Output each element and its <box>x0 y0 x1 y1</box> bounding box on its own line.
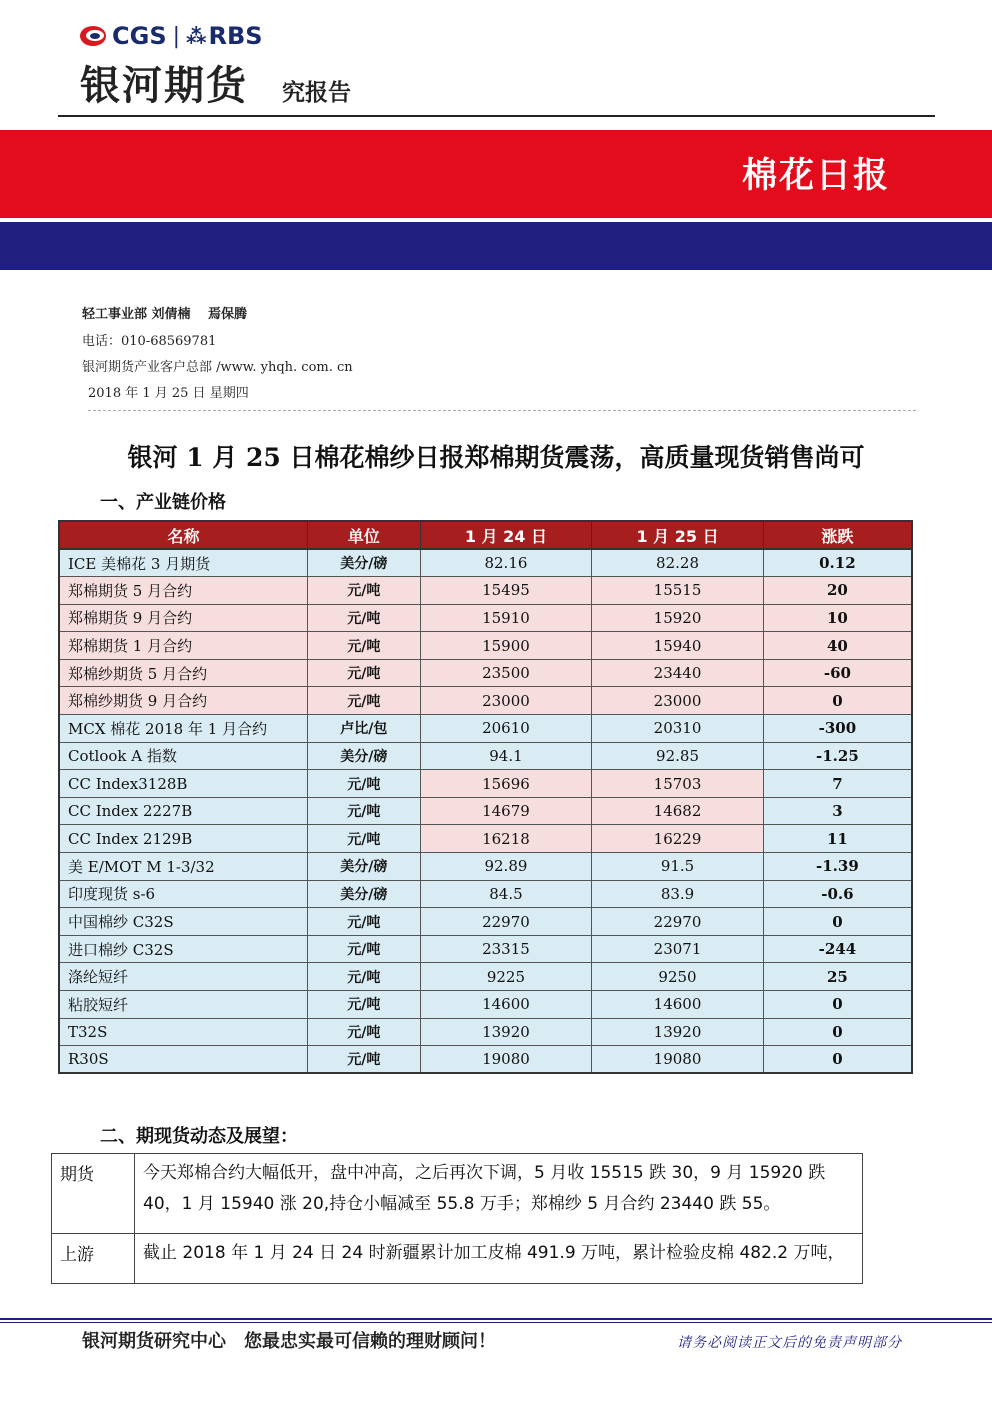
unit-cell: 元/吨 <box>307 659 420 687</box>
change-cell: 0 <box>763 991 912 1019</box>
price-jan24-cell: 84.5 <box>420 880 592 908</box>
dynamics-text: 截止 2018 年 1 月 24 日 24 时新疆累计加工皮棉 491.9 万吨，累计检验皮棉 482.2 万吨， <box>135 1234 863 1284</box>
table-row <box>59 853 912 881</box>
column-header: 名称 <box>59 521 307 549</box>
price-jan25-cell: 16229 <box>592 825 764 853</box>
price-jan24-cell: 16218 <box>420 825 592 853</box>
change-cell: 0.12 <box>763 549 912 577</box>
logo-separator: | <box>172 23 181 49</box>
price-jan24-cell: 13920 <box>420 1018 592 1046</box>
table-row <box>52 1234 863 1284</box>
change-cell: 40 <box>763 632 912 660</box>
price-jan25-cell: 82.28 <box>592 549 764 577</box>
unit-cell: 美分/磅 <box>307 880 420 908</box>
change-cell: 0 <box>763 1018 912 1046</box>
change-cell: 0 <box>763 687 912 715</box>
table-row <box>59 797 912 825</box>
price-jan24-cell: 23000 <box>420 687 592 715</box>
table-row <box>59 880 912 908</box>
commodity-name-cell: ICE 美棉花 3 月期货 <box>59 549 307 577</box>
price-jan24-cell: 94.1 <box>420 742 592 770</box>
unit-cell: 美分/磅 <box>307 742 420 770</box>
unit-cell: 美分/磅 <box>307 853 420 881</box>
table-header-row <box>59 521 912 549</box>
table-row <box>59 908 912 936</box>
commodity-name-cell: 郑棉期货 9 月合约 <box>59 604 307 632</box>
change-cell: 25 <box>763 963 912 991</box>
price-jan24-cell: 14679 <box>420 797 592 825</box>
change-cell: 7 <box>763 770 912 798</box>
commodity-name-cell: MCX 棉花 2018 年 1 月合约 <box>59 715 307 743</box>
commodity-name-cell: T32S <box>59 1018 307 1046</box>
commodity-name-cell: 美 E/MOT M 1-3/32 <box>59 853 307 881</box>
price-jan25-cell: 23071 <box>592 935 764 963</box>
banner-blue-strip <box>0 222 992 270</box>
change-cell: 0 <box>763 1046 912 1074</box>
unit-cell: 元/吨 <box>307 935 420 963</box>
price-table <box>58 520 913 1074</box>
column-header: 涨跌 <box>763 521 912 549</box>
change-cell: -1.39 <box>763 853 912 881</box>
table-row <box>59 825 912 853</box>
unit-cell: 元/吨 <box>307 797 420 825</box>
commodity-name-cell: 涤纶短纤 <box>59 963 307 991</box>
commodity-name-cell: 中国棉纱 C32S <box>59 908 307 936</box>
price-jan25-cell: 92.85 <box>592 742 764 770</box>
commodity-name-cell: 印度现货 s-6 <box>59 880 307 908</box>
price-jan24-cell: 15900 <box>420 632 592 660</box>
change-cell: -244 <box>763 935 912 963</box>
footer-slogan: 银河期货研究中心 您最忠实最可信赖的理财顾问！ <box>82 1331 496 1352</box>
brand-subtitle: 究报告 <box>282 80 351 106</box>
date-line: 2018 年 1 月 25 日 星期四 <box>88 386 249 401</box>
change-cell: 11 <box>763 825 912 853</box>
commodity-name-cell: Cotlook A 指数 <box>59 742 307 770</box>
column-header: 单位 <box>307 521 420 549</box>
unit-cell: 卢比/包 <box>307 715 420 743</box>
dynamics-key: 上游 <box>52 1234 135 1284</box>
commodity-name-cell: CC Index 2129B <box>59 825 307 853</box>
table-row <box>59 1018 912 1046</box>
table-row <box>52 1154 863 1234</box>
commodity-name-cell: 郑棉纱期货 9 月合约 <box>59 687 307 715</box>
commodity-name-cell: 郑棉期货 1 月合约 <box>59 632 307 660</box>
price-jan24-cell: 9225 <box>420 963 592 991</box>
unit-cell: 元/吨 <box>307 1018 420 1046</box>
rbs-logo-icon: ⁂ <box>186 24 207 48</box>
logo-cgs-text: CGS <box>112 22 167 50</box>
table-row <box>59 549 912 577</box>
dynamics-key: 期货 <box>52 1154 135 1234</box>
table-row <box>59 770 912 798</box>
unit-cell: 元/吨 <box>307 604 420 632</box>
unit-cell: 美分/磅 <box>307 549 420 577</box>
author-line: 轻工事业部 刘倩楠 焉保腾 <box>82 307 248 322</box>
unit-cell: 元/吨 <box>307 770 420 798</box>
header-divider <box>58 115 935 117</box>
report-type-title: 棉花日报 <box>741 156 890 196</box>
table-row <box>59 632 912 660</box>
commodity-name-cell: 粘胶短纤 <box>59 991 307 1019</box>
unit-cell: 元/吨 <box>307 632 420 660</box>
table-row <box>59 715 912 743</box>
price-jan24-cell: 19080 <box>420 1046 592 1074</box>
commodity-name-cell: CC Index3128B <box>59 770 307 798</box>
price-jan25-cell: 13920 <box>592 1018 764 1046</box>
price-jan24-cell: 15696 <box>420 770 592 798</box>
report-title: 银河 1 月 25 日棉花棉纱日报郑棉期货震荡，高质量现货销售尚可 <box>127 443 865 472</box>
section-heading-prices: 一、产业链价格 <box>100 492 226 513</box>
price-jan24-cell: 15910 <box>420 604 592 632</box>
logo-rbs-text: RBS <box>208 22 263 50</box>
change-cell: -0.6 <box>763 880 912 908</box>
section-heading-dynamics: 二、期现货动态及展望： <box>100 1126 298 1147</box>
price-jan24-cell: 82.16 <box>420 549 592 577</box>
price-jan24-cell: 14600 <box>420 991 592 1019</box>
price-jan24-cell: 23500 <box>420 659 592 687</box>
price-jan25-cell: 15920 <box>592 604 764 632</box>
dynamics-table <box>51 1153 863 1284</box>
price-jan24-cell: 23315 <box>420 935 592 963</box>
change-cell: 10 <box>763 604 912 632</box>
price-jan25-cell: 14682 <box>592 797 764 825</box>
table-row <box>59 659 912 687</box>
price-jan25-cell: 20310 <box>592 715 764 743</box>
price-jan25-cell: 22970 <box>592 908 764 936</box>
table-row <box>59 963 912 991</box>
unit-cell: 元/吨 <box>307 1046 420 1074</box>
price-jan24-cell: 20610 <box>420 715 592 743</box>
price-jan25-cell: 23000 <box>592 687 764 715</box>
change-cell: -1.25 <box>763 742 912 770</box>
change-cell: 0 <box>763 908 912 936</box>
price-jan24-cell: 15495 <box>420 577 592 605</box>
unit-cell: 元/吨 <box>307 825 420 853</box>
table-row <box>59 742 912 770</box>
unit-cell: 元/吨 <box>307 908 420 936</box>
brand-title: 银河期货 <box>80 63 248 109</box>
commodity-name-cell: CC Index 2227B <box>59 797 307 825</box>
commodity-name-cell: 郑棉期货 5 月合约 <box>59 577 307 605</box>
change-cell: 20 <box>763 577 912 605</box>
dynamics-text: 今天郑棉合约大幅低开，盘中冲高，之后再次下调，5 月收 15515 跌 30，9 月 15920 跌 40，1 月 15940 涨 20,持仓小幅减至 55.8 万手；郑棉纱 5 月合约 23440 跌 55。 <box>135 1154 863 1234</box>
price-jan25-cell: 83.9 <box>592 880 764 908</box>
price-jan25-cell: 19080 <box>592 1046 764 1074</box>
table-row <box>59 1046 912 1074</box>
unit-cell: 元/吨 <box>307 577 420 605</box>
price-jan25-cell: 14600 <box>592 991 764 1019</box>
footer-divider <box>0 1318 992 1320</box>
change-cell: -60 <box>763 659 912 687</box>
unit-cell: 元/吨 <box>307 963 420 991</box>
commodity-name-cell: 进口棉纱 C32S <box>59 935 307 963</box>
phone-line: 电话：010-68569781 <box>82 334 217 349</box>
price-jan25-cell: 91.5 <box>592 853 764 881</box>
change-cell: -300 <box>763 715 912 743</box>
price-jan24-cell: 92.89 <box>420 853 592 881</box>
price-jan25-cell: 15515 <box>592 577 764 605</box>
commodity-name-cell: 郑棉纱期货 5 月合约 <box>59 659 307 687</box>
change-cell: 3 <box>763 797 912 825</box>
logo <box>80 22 263 50</box>
price-jan25-cell: 15940 <box>592 632 764 660</box>
price-jan25-cell: 15703 <box>592 770 764 798</box>
table-row <box>59 687 912 715</box>
footer-divider-thin <box>0 1322 992 1323</box>
table-row <box>59 577 912 605</box>
cgs-logo-icon <box>80 24 108 48</box>
table-row <box>59 604 912 632</box>
unit-cell: 元/吨 <box>307 991 420 1019</box>
footer-disclaimer: 请务必阅读正文后的免责声明部分 <box>677 1335 902 1351</box>
unit-cell: 元/吨 <box>307 687 420 715</box>
price-jan25-cell: 9250 <box>592 963 764 991</box>
meta-divider <box>88 410 916 411</box>
column-header: 1 月 24 日 <box>420 521 592 549</box>
table-row <box>59 935 912 963</box>
website-line: 银河期货产业客户总部 /www. yhqh. com. cn <box>82 360 353 375</box>
column-header: 1 月 25 日 <box>592 521 764 549</box>
price-jan24-cell: 22970 <box>420 908 592 936</box>
table-row <box>59 991 912 1019</box>
commodity-name-cell: R30S <box>59 1046 307 1074</box>
price-jan25-cell: 23440 <box>592 659 764 687</box>
report-banner <box>0 130 992 218</box>
